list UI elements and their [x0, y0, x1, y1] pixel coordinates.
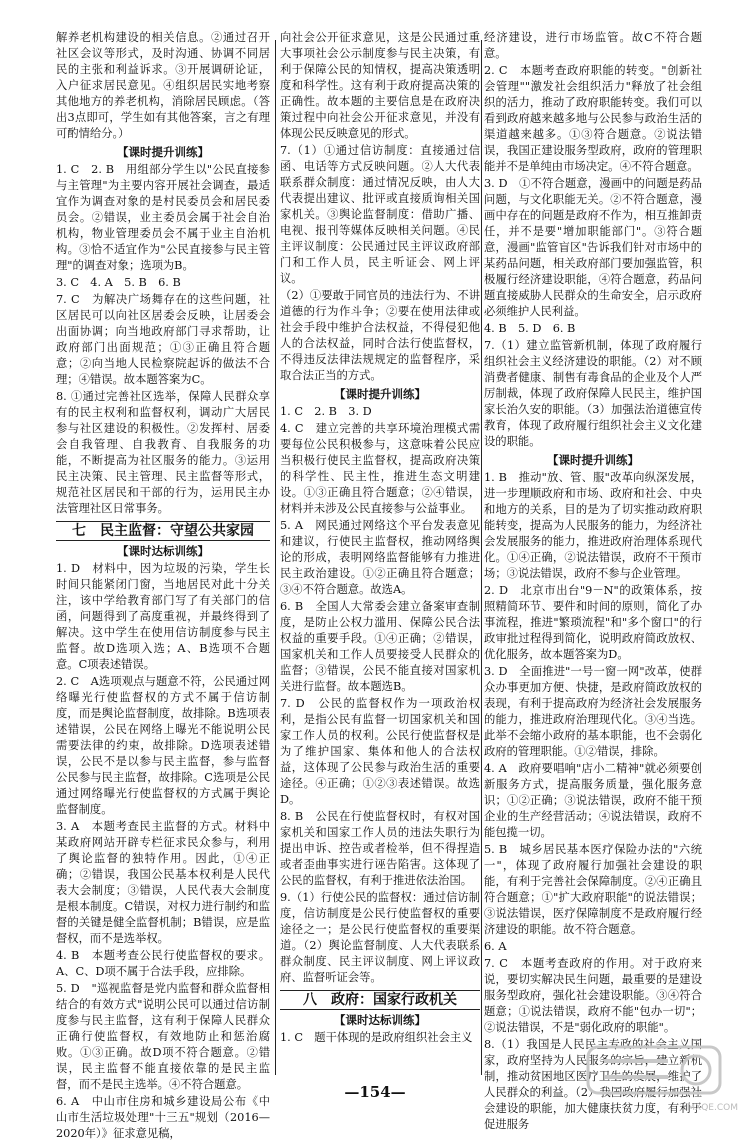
- answer-paragraph: 经济建设，进行市场监管。故C不符合题意。: [484, 31, 702, 60]
- section-heading: 【课时达标训练】: [334, 1013, 426, 1027]
- answer-paragraph: 解养老机构建设的相关信息。②通过召开社区会议等形式，及时沟通、协调不同居民的主张和利益诉求。③开展调研论证，入户征求居民意见。④组织居民实地考察其他地方的养老机构，消除居民顾虑。（答出3点即可，学生如有其他答案，言之有理可酌情给分。）: [56, 31, 270, 140]
- answer-paragraph: 4. B 本题考查公民行使监督权的要求。A、C、D项不属于合法手段，应排除。: [56, 949, 270, 978]
- page-number: —154—: [344, 1083, 406, 1101]
- answer-paragraph: 5. B 城乡居民基本医疗保险办法的"六统一"，体现了政府履行加强社会建设的职能，有利于完善社会保障制度。②④正确且符合题意；①"扩大政府职能"的说法错误；③说法错误，医疗保障制度不是政府履行经济建设的职能。故不符合题意。: [484, 843, 702, 936]
- answer-paragraph: 3. D ①不符合题意，漫画中的问题是药品问题，与文化职能无关。②不符合题意，漫画中存在的问题是政府不作为，相互推卸责任，并不是要"增加职能部门"。③符合题意，漫画"监管盲区"告诉我们针对市场中的某药品问题，相关政府部门要加强监管，积极履行经济建设职能，④符合题意，药品问题直接威胁人民群众的生命安全，启示政府必须维护人民利益。: [484, 177, 702, 318]
- answer-paragraph: 6. B 全国人大常委会建立备案审查制度，是防止公权力滥用、保障公民合法权益的重要手段。①④正确；②错误，国家机关和工作人员要接受人民群众的监督；③错误，公民不能直接对国家机关进行监督。故本题选B。: [280, 600, 480, 693]
- answer-paragraph: 1. C 题干体现的是政府组织社会主义: [280, 1031, 473, 1044]
- answer-paragraph: 7.（1）建立监管新机制，体现了政府履行组织社会主义经济建设的职能。（2）对不顾消费者健康、制售有毒食品的企业及个人严厉制裁，体现了政府保障人民民主，维护国家长治久安的职能。（3）加强法治道德宣传教育，体现了政府履行组织社会主义文化建设的职能。: [484, 339, 702, 448]
- answer-paragraph: （2）①要敢于同官员的违法行为、不讲道德的行为作斗争；②要在使用法律或社会手段中维护合法权益，不得侵犯他人的合法权益，同时合法行使监督权，不得违反法律法规规定的监督程序，采取合法正当的方式。: [280, 289, 480, 382]
- column-right: [484, 30, 702, 1131]
- answer-paragraph: 3. D 全面推进"一号一窗一网"改革，使群众办事更加方便、快捷，是政府简政放权的表现，有利于提高政府为经济社会发展服务的能力，推进政府治理现代化。③④当选。此举不会缩小政府的基本职能，也不会弱化政府的管理职能。①②错误，排除。: [484, 665, 702, 758]
- column-divider-left: [275, 40, 276, 1075]
- section-heading: 【课时提升训练】: [547, 453, 639, 467]
- chapter-heading: 七 民主监督：守望公共家园: [56, 521, 270, 541]
- answer-paragraph: 4. C 建立完善的共享环境治理模式需要每位公民积极参与，这意味着公民应当积极行使民主监督权，提高政府决策的科学性、民主性，推进生态文明建设。①③正确且符合题意；②④错误，材料并未涉及公民直接参与公益事业。: [280, 422, 480, 515]
- column-divider-right: [481, 40, 482, 1075]
- answer-paragraph: 6. A 中山市住房和城乡建设局公布《中山市生活垃圾处理"十三五"规划（2016—2020年）》征求意见稿，: [56, 1095, 270, 1140]
- section-heading: 【课时提升训练】: [117, 145, 209, 159]
- answer-paragraph: 4. B 5. D 6. B: [484, 322, 576, 335]
- answer-paragraph: 7. D 公民的监督权作为一项政治权利，是指公民有监督一切国家机关和国家工作人员的权利。公民行使监督权是为了维护国家、集体和他人的合法权益，这体现了公民参与政治生活的重要途径。④正确；①②③表述错误。故选D。: [280, 697, 480, 806]
- answer-paragraph: 向社会公开征求意见，这是公民通过重大事项社会公示制度参与民主决策，有利于保障公民的知情权，提高决策透明度和科学性。这有利于政府提高决策的正确性。故本题的主要信息是在政府决策过程中向社会公开征求意见，并没有体现公民反映意见的形式。: [280, 31, 480, 140]
- answer-paragraph: 2. C A选项观点与题意不符，公民通过网络曝光行使监督权的方式不属于信访制度，而是舆论监督制度，故排除。B选项表述错误，公民在网络上曝光不能说明公民需要法律的约束，故排除。D选项表述错误，公民不是以参与民主监督，参与监督公民参与民主监督，故排除。C选项是公民通过网络曝光行使监督权的方式属于舆论监督制度。: [56, 675, 270, 816]
- answer-paragraph: 7.（1）①通过信访制度：直接通过信函、电话等方式反映问题。②人大代表联系群众制度：通过情况反映，由人大代表提出建议、批评或直接质询相关国家机关。③舆论监督制度：借助广播、电视、报刊等媒体反映相关问题。④民主评议制度：公民通过民主评议政府部门和工作人员，民主听证会、网上评议。: [280, 144, 480, 285]
- answer-paragraph: 3. A 本题考查民主监督的方式。材料中某政府网站开辟专栏征求民众参与，利用了舆论监督的独特作用。因此，①④正确；②错误，我国公民基本权利是人民代表大会制度；③错误，人民代表大会制度是根本制度。C错误，对权力进行制约和监督的关键是健全监督机制；B错误，应是监督权，而不是选举权。: [56, 820, 270, 945]
- answer-paragraph: 9.（1）行使公民的监督权：通过信访制度，信访制度是公民行使监督权的重要途径之一；是公民行使监督权的重要渠道。（2）舆论监督制度、人大代表联系群众制度、民主评议制度、网上评议政府、监督听证会等。: [280, 891, 480, 984]
- answer-paragraph: 1. C 2. B 3. D: [280, 405, 372, 418]
- section-heading: 【课时达标训练】: [117, 544, 209, 558]
- answer-paragraph: 6. A: [484, 940, 507, 953]
- column-left: [56, 30, 270, 1140]
- answer-paragraph: 4. A 政府要唱响"店小二精神"就必须要创新服务方式，提高服务质量，强化服务意识；①②正确；③说法错误，政府不能干预企业的生产经营活动；④说法错误，政府不能包揽一切。: [484, 762, 702, 839]
- answer-paragraph: 7. C 本题考查政府的作用。对于政府来说，要切实解决民生问题，最重要的是建设服务型政府，强化社会建设职能。③④符合题意；①说法错误，政府不能"包办一切"；②说法错误，不是"弱化政府的职能"。: [484, 957, 702, 1034]
- section-heading: 【课时提升训练】: [334, 387, 426, 401]
- answer-paragraph: 2. C 本题考查政府职能的转变。"创新社会管理""激发社会组织活力"释放了社会组织的活力，推动了政府职能转变。我们可以看到政府越来越多地与公民参与政治生活的渠道越来越多。①③符合题意。②说法错误，我国正建设服务型政府，政府的管理职能并不是单纯由市场决定。④不符合题意。: [484, 64, 702, 173]
- answer-paragraph: 5. D "巡视监督是党内监督和群众监督相结合的有效方式"说明公民可以通过信访制度参与民主监督，这有利于保障人民群众正确行使监督权，有效地防止和惩治腐败。①③正确。故D项不符合题意。②错误，民主监督不能直接依靠的是民主监督，而不是民主选举。④不符合题意。: [56, 982, 270, 1091]
- answer-paragraph: 2. D 北京市出台"9－N"的政策体系，按照精简环节、要件和时间的原则，简化了办事流程，推进"繁琐流程"和"多个窗口"的行政审批过程得到简化，说明政府简政放权、优化服务，故本题答案为D。: [484, 584, 702, 661]
- answer-paragraph: 8.（1）我国是人民民主专政的社会主义国家，政府坚持为人民服务的宗旨，建立新机制，推动贫困地区医疗卫生的发展，维护了人民群众的利益。（2）我国政府履行加强社会建设的职能，加大健康扶贫力度，有利于促进服务: [484, 1038, 702, 1131]
- answer-paragraph: 5. A 网民通过网络这个平台发表意见和建议，行使民主监督权，推动网络舆论的形成，表明网络监督能够有力推进民主政治建设。①②正确且符合题意；③④不符合题意。故选A。: [280, 519, 480, 596]
- answer-paragraph: 3. C 4. A 5. B 6. B: [56, 276, 181, 289]
- column-middle: [280, 30, 480, 1075]
- answer-paragraph: 8. B 公民在行使监督权时，有权对国家机关和国家工作人员的违法失职行为提出申诉、控告或者检举，但不得捏造或者歪曲事实进行诬告陷害。这体现了公民的监督权，有利于推进依法治国。: [280, 810, 480, 887]
- answer-paragraph: 1. D 材料中，因为垃圾的污染，学生长时间只能紧闭门窗，当地居民对此十分关注，该中学给教育部门写了有关部门的信函，问题得到了高度重视，并最终得到了解决。这中学生在使用信访制度参与民主监督。故D选项入选；A、B选项不合题意。C项表述错误。: [56, 562, 270, 671]
- answer-paragraph: 1. C 2. B 用组部分学生以"公民直接参与主管理"为主要内容开展社会调查，最适宜作为调查对象的是村民委员会和居民委员会。②错误，业主委员会属于社会自治机构，物业管理委员会不属于业主自治机构。③恰不适宜作为"公民直接参与民主管理"的调查对象；选项为B。: [56, 163, 270, 272]
- chapter-heading: 八 政府：国家行政机关: [280, 990, 480, 1010]
- answer-paragraph: 8. ①通过完善社区选举，保障人民群众享有的民主权利和监督权利，调动广大居民参与社区建设的积极性。②发挥村、居委会自我管理、自我教育、自我服务的功能，不断提高为社区服务的能力。③运用民主决策、民主管理、民主监督等形式，规范社区居民和干部的行为，运用民主办法管理社区日常事务。: [56, 390, 270, 515]
- answer-paragraph: 1. B 推动"放、管、服"改革向纵深发展，进一步理顺政府和市场、政府和社会、中央和地方的关系，目的是为了切实推动政府职能转变，提高为人民服务的能力，为经济社会发展服务的能力，推进政府治理体系现代化。①④正确，②说法错误，政府不干预市场；③说法错误，政府不参与企业管理。: [484, 471, 702, 580]
- answer-paragraph: 7. C 为解决广场舞存在的这些问题，社区居民可以向社区居委会反映，让居委会出面协调；向当地政府部门寻求帮助，让政府部门出面规范；①③正确且符合题意；②向当地人民检察院起诉的做法不合理；④错误。故本题答案为C。: [56, 293, 270, 386]
- watermark-url: MXQE.COM: [687, 1103, 738, 1113]
